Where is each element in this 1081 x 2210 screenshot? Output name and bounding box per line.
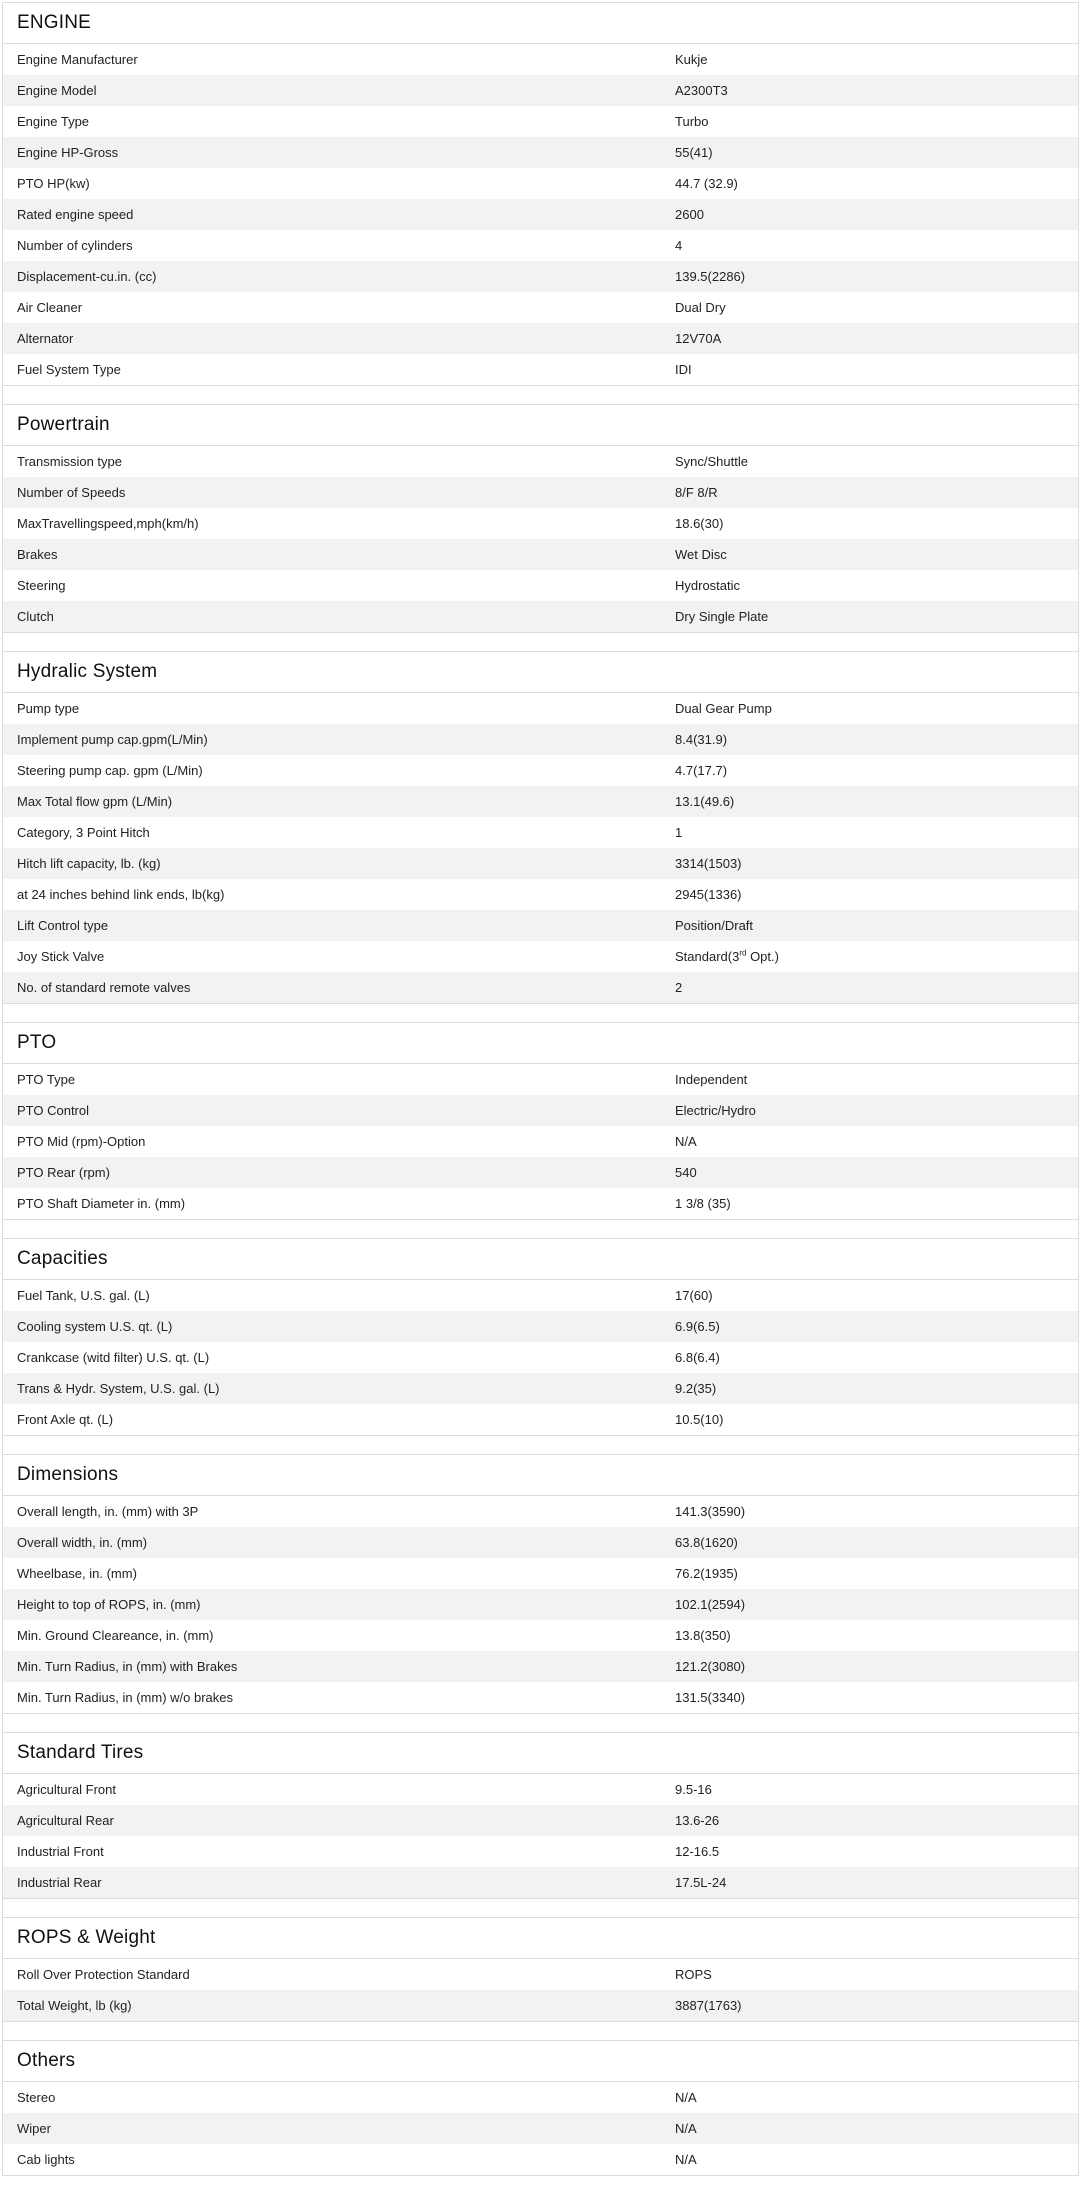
spec-value: 18.6(30) — [675, 516, 724, 531]
spec-row — [3, 2144, 1078, 2175]
spec-label: Implement pump cap.gpm(L/Min) — [17, 732, 208, 747]
spec-label: Engine Model — [17, 83, 97, 98]
spec-row — [3, 323, 1078, 354]
spec-value: N/A — [675, 2121, 697, 2136]
spec-row — [3, 1404, 1078, 1435]
section-spacer — [3, 633, 1078, 652]
spec-value: 6.9(6.5) — [675, 1319, 720, 1334]
section-title: Dimensions — [3, 1455, 1078, 1496]
spec-value: 12V70A — [675, 331, 722, 346]
spec-label: Roll Over Protection Standard — [17, 1967, 190, 1982]
spec-label: Front Axle qt. (L) — [17, 1412, 114, 1427]
spec-row — [3, 261, 1078, 292]
spec-value: 2 — [675, 980, 683, 995]
spec-row — [3, 199, 1078, 230]
spec-row — [3, 168, 1078, 199]
spec-label: Industrial Rear — [17, 1875, 102, 1890]
spec-row — [3, 693, 1078, 724]
spec-label: Wheelbase, in. (mm) — [17, 1566, 137, 1581]
spec-row — [3, 1620, 1078, 1651]
spec-label: PTO Type — [17, 1072, 76, 1087]
spec-value: 1 3/8 (35) — [675, 1196, 731, 1211]
section-spacer — [3, 386, 1078, 405]
spec-label: Height to top of ROPS, in. (mm) — [17, 1597, 201, 1612]
spec-row — [3, 848, 1078, 879]
section-spacer — [3, 1436, 1078, 1455]
spec-row — [3, 2113, 1078, 2144]
spec-label: Pump type — [17, 701, 80, 716]
spec-value: 76.2(1935) — [675, 1566, 738, 1581]
spec-label: Steering pump cap. gpm (L/Min) — [17, 763, 203, 778]
spec-value: 8.4(31.9) — [675, 732, 728, 747]
spec-value: N/A — [675, 2152, 697, 2167]
spec-row — [3, 1805, 1078, 1836]
spec-label: Brakes — [17, 547, 58, 562]
spec-row — [3, 539, 1078, 570]
spec-row — [3, 508, 1078, 539]
spec-label: Max Total flow gpm (L/Min) — [17, 794, 173, 809]
spec-value: Sync/Shuttle — [675, 454, 748, 469]
spec-row — [3, 755, 1078, 786]
spec-value: Hydrostatic — [675, 578, 741, 593]
spec-value: 63.8(1620) — [675, 1535, 738, 1550]
spec-label: Engine Type — [17, 114, 90, 129]
spec-value: 121.2(3080) — [675, 1659, 746, 1674]
spec-value: 10.5(10) — [675, 1412, 724, 1427]
section-spacer — [3, 1220, 1078, 1239]
section-title: Hydralic System — [3, 652, 1078, 693]
spec-label: Transmission type — [17, 454, 122, 469]
spec-label: Joy Stick Valve — [17, 949, 105, 964]
spec-row — [3, 1280, 1078, 1311]
spec-value: 131.5(3340) — [675, 1690, 746, 1705]
spec-row — [3, 2082, 1078, 2113]
spec-label: at 24 inches behind link ends, lb(kg) — [17, 887, 225, 902]
spec-row — [3, 1126, 1078, 1157]
spec-label: PTO Shaft Diameter in. (mm) — [17, 1196, 186, 1211]
spec-value: A2300T3 — [675, 83, 728, 98]
spec-value: 17.5L-24 — [675, 1875, 727, 1890]
spec-label: PTO Mid (rpm)-Option — [17, 1134, 146, 1149]
spec-label: Engine HP-Gross — [17, 145, 119, 160]
spec-label: Lift Control type — [17, 918, 109, 933]
spec-value: 3887(1763) — [675, 1998, 742, 2013]
spec-value: ROPS — [675, 1967, 712, 1982]
spec-row — [3, 910, 1078, 941]
spec-row — [3, 1651, 1078, 1682]
spec-row — [3, 75, 1078, 106]
spec-label: Crankcase (witd filter) U.S. qt. (L) — [17, 1350, 210, 1365]
spec-value: Dual Gear Pump — [675, 701, 772, 716]
spec-row — [3, 292, 1078, 323]
spec-rows — [3, 1774, 1078, 1899]
spec-value: 12-16.5 — [675, 1844, 720, 1859]
spec-label: Stereo — [17, 2090, 56, 2105]
spec-row — [3, 1774, 1078, 1805]
spec-row — [3, 941, 1078, 972]
section-spacer — [3, 1714, 1078, 1733]
spec-row — [3, 1095, 1078, 1126]
spec-row — [3, 1589, 1078, 1620]
spec-label: Hitch lift capacity, lb. (kg) — [17, 856, 161, 871]
spec-value: 2945(1336) — [675, 887, 742, 902]
spec-row — [3, 44, 1078, 75]
spec-label: Alternator — [17, 331, 74, 346]
spec-row — [3, 446, 1078, 477]
spec-label: Agricultural Rear — [17, 1813, 114, 1828]
spec-value: Independent — [675, 1072, 748, 1087]
section-spacer — [3, 1004, 1078, 1023]
spec-label: PTO Rear (rpm) — [17, 1165, 110, 1180]
spec-row — [3, 106, 1078, 137]
spec-value: 9.5-16 — [675, 1782, 712, 1797]
spec-row — [3, 137, 1078, 168]
section-spacer — [3, 1899, 1078, 1918]
spec-value: Wet Disc — [675, 547, 727, 562]
section-title: ENGINE — [3, 3, 1078, 44]
spec-row — [3, 1157, 1078, 1188]
spec-row — [3, 1373, 1078, 1404]
spec-label: Cab lights — [17, 2152, 75, 2167]
spec-row — [3, 724, 1078, 755]
spec-row — [3, 1342, 1078, 1373]
spec-label: Industrial Front — [17, 1844, 104, 1859]
spec-row — [3, 477, 1078, 508]
spec-label: Displacement-cu.in. (cc) — [17, 269, 157, 284]
spec-value: 102.1(2594) — [675, 1597, 746, 1612]
spec-value: 3314(1503) — [675, 856, 742, 871]
spec-value: 55(41) — [675, 145, 713, 160]
spec-table — [2, 2, 1079, 2176]
spec-value: 141.3(3590) — [675, 1504, 746, 1519]
spec-value: 139.5(2286) — [675, 269, 746, 284]
spec-row — [3, 1064, 1078, 1095]
spec-label: Overall length, in. (mm) with 3P — [17, 1504, 199, 1519]
spec-label: Fuel Tank, U.S. gal. (L) — [17, 1288, 150, 1303]
spec-label: Cooling system U.S. qt. (L) — [17, 1319, 173, 1334]
spec-label: MaxTravellingspeed,mph(km/h) — [17, 516, 199, 531]
spec-label: Wiper — [17, 2121, 51, 2136]
spec-rows — [3, 446, 1078, 633]
spec-value: IDI — [675, 362, 692, 377]
spec-rows — [3, 1064, 1078, 1220]
spec-rows — [3, 1496, 1078, 1714]
section-spacer — [3, 2022, 1078, 2041]
spec-row — [3, 817, 1078, 848]
spec-label: Agricultural Front — [17, 1782, 116, 1797]
spec-value: 4 — [675, 238, 683, 253]
spec-row — [3, 972, 1078, 1003]
spec-row — [3, 1527, 1078, 1558]
spec-label: Number of Speeds — [17, 485, 126, 500]
spec-value: N/A — [675, 1134, 697, 1149]
spec-label: Engine Manufacturer — [17, 52, 138, 67]
spec-value: 9.2(35) — [675, 1381, 717, 1396]
spec-row — [3, 230, 1078, 261]
spec-value: N/A — [675, 2090, 697, 2105]
spec-rows — [3, 2082, 1078, 2176]
section-title: Powertrain — [3, 405, 1078, 446]
section-title: Others — [3, 2041, 1078, 2082]
spec-row — [3, 570, 1078, 601]
section-title: ROPS & Weight — [3, 1918, 1078, 1959]
spec-value: Standard(3rd Opt.) — [675, 948, 779, 964]
spec-label: Total Weight, lb (kg) — [17, 1998, 132, 2013]
spec-value: 2600 — [675, 207, 704, 222]
spec-value: 540 — [675, 1165, 697, 1180]
spec-row — [3, 1867, 1078, 1898]
section-title: Capacities — [3, 1239, 1078, 1280]
section-title: Standard Tires — [3, 1733, 1078, 1774]
spec-rows — [3, 1959, 1078, 2022]
spec-value: 4.7(17.7) — [675, 763, 728, 778]
spec-row — [3, 354, 1078, 385]
spec-row — [3, 1990, 1078, 2021]
spec-value: 1 — [675, 825, 683, 840]
spec-label: PTO Control — [17, 1103, 90, 1118]
spec-row — [3, 1959, 1078, 1990]
spec-row — [3, 1836, 1078, 1867]
spec-rows — [3, 1280, 1078, 1436]
spec-value: 6.8(6.4) — [675, 1350, 720, 1365]
spec-label: Min. Turn Radius, in (mm) w/o brakes — [17, 1690, 234, 1705]
spec-label: Category, 3 Point Hitch — [17, 825, 150, 840]
spec-label: Overall width, in. (mm) — [17, 1535, 148, 1550]
section-title: PTO — [3, 1023, 1078, 1064]
spec-value: Turbo — [675, 114, 709, 129]
spec-label: Min. Ground Cleareance, in. (mm) — [17, 1628, 214, 1643]
spec-label: Min. Turn Radius, in (mm) with Brakes — [17, 1659, 238, 1674]
spec-label: Number of cylinders — [17, 238, 133, 253]
spec-value: 17(60) — [675, 1288, 713, 1303]
spec-value: 13.8(350) — [675, 1628, 731, 1643]
spec-label: Steering — [17, 578, 66, 593]
spec-label: No. of standard remote valves — [17, 980, 191, 995]
spec-row — [3, 786, 1078, 817]
spec-value: Kukje — [675, 52, 708, 67]
spec-value: 8/F 8/R — [675, 485, 718, 500]
spec-value: 13.1(49.6) — [675, 794, 735, 809]
spec-row — [3, 1558, 1078, 1589]
spec-label: Trans & Hydr. System, U.S. gal. (L) — [17, 1381, 220, 1396]
spec-row — [3, 1496, 1078, 1527]
spec-row — [3, 1682, 1078, 1713]
spec-label: Fuel System Type — [17, 362, 121, 377]
spec-value: Dual Dry — [675, 300, 726, 315]
spec-label: PTO HP(kw) — [17, 176, 90, 191]
spec-label: Rated engine speed — [17, 207, 134, 222]
spec-rows — [3, 693, 1078, 1004]
spec-row — [3, 1188, 1078, 1219]
spec-rows — [3, 44, 1078, 386]
spec-row — [3, 1311, 1078, 1342]
spec-value: 44.7 (32.9) — [675, 176, 738, 191]
spec-value: Dry Single Plate — [675, 609, 769, 624]
spec-label: Air Cleaner — [17, 300, 83, 315]
spec-value: 13.6-26 — [675, 1813, 720, 1828]
spec-label: Clutch — [17, 609, 54, 624]
spec-row — [3, 879, 1078, 910]
spec-value: Position/Draft — [675, 918, 754, 933]
spec-value: Electric/Hydro — [675, 1103, 756, 1118]
spec-row — [3, 601, 1078, 632]
